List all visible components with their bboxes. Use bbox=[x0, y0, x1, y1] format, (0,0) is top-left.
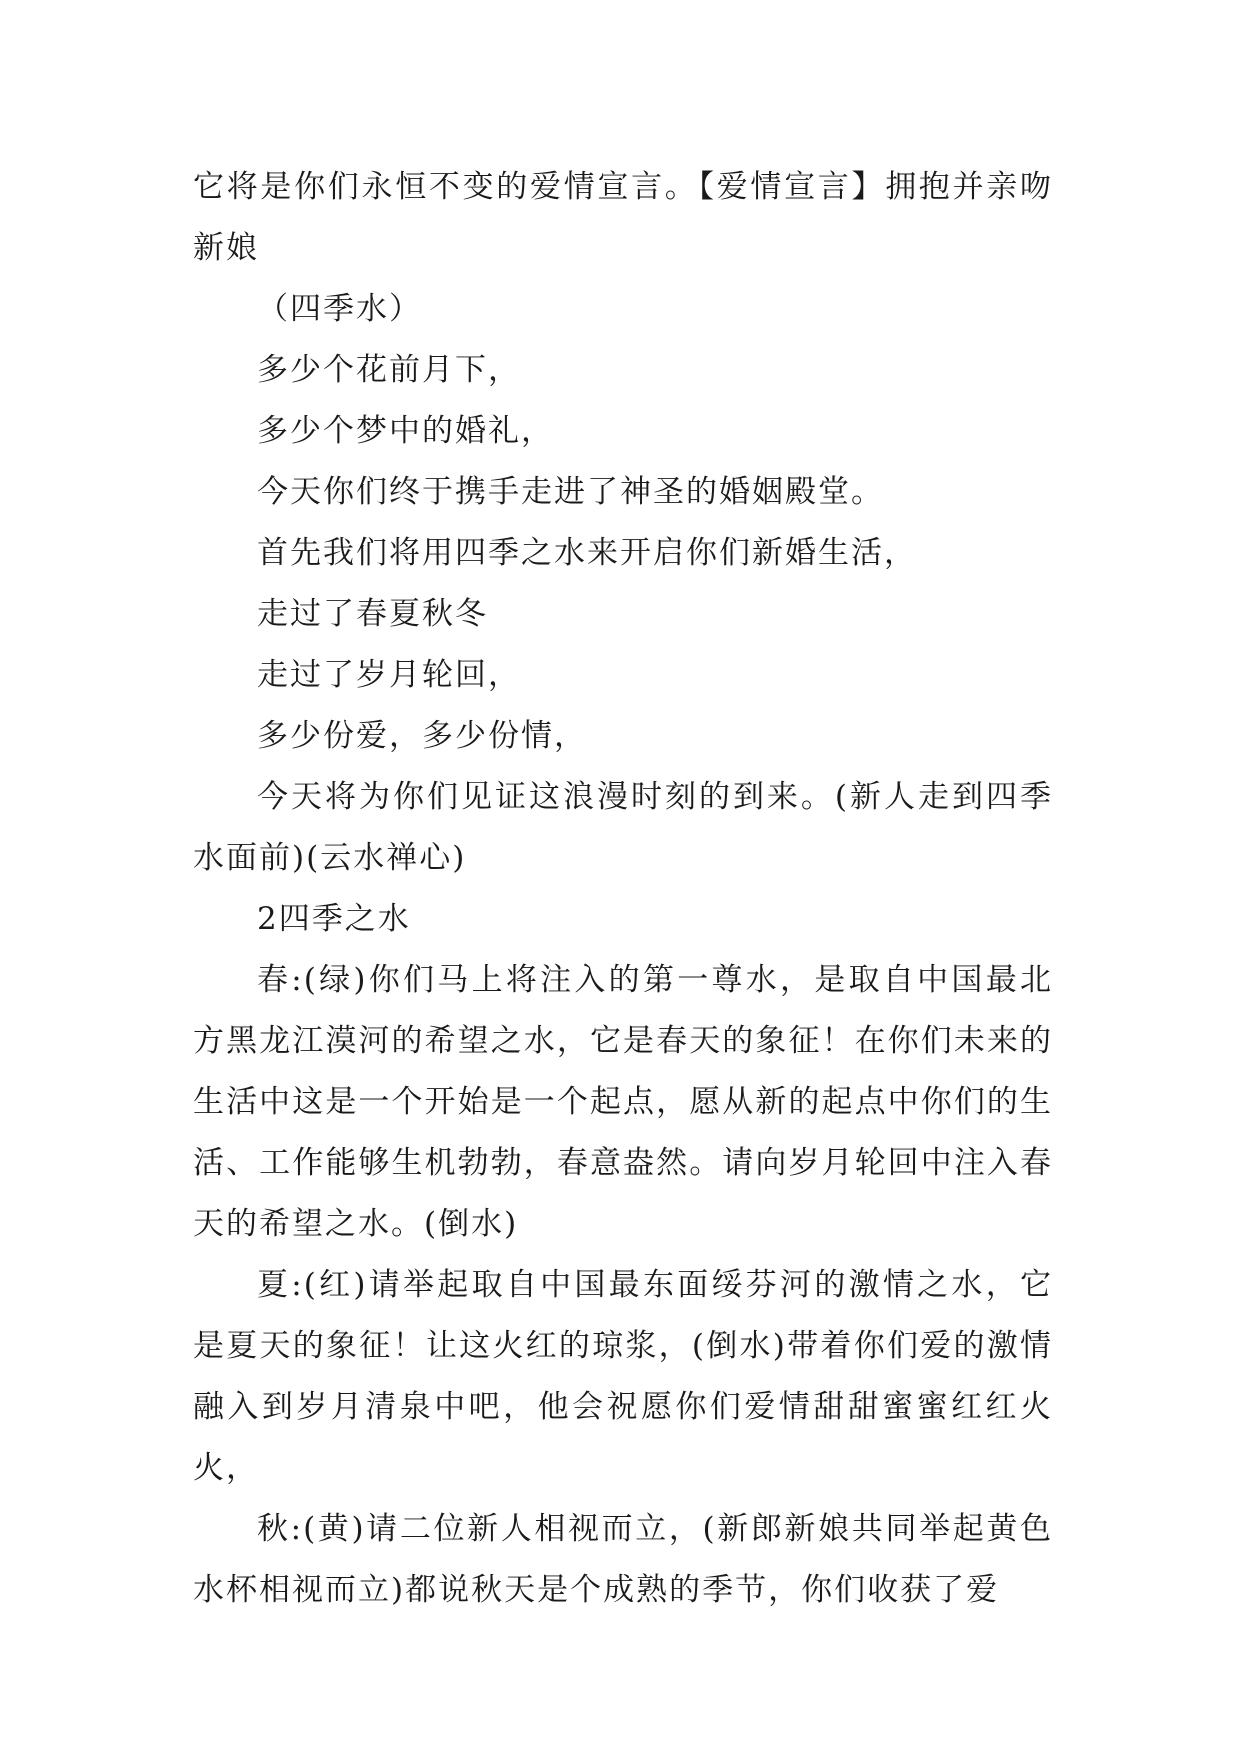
paragraph-section-heading: （四季水） bbox=[257, 291, 422, 327]
document-body bbox=[193, 157, 1053, 1621]
paragraph-continuation: 它将是你们永恒不变的爱情宣言。【爱情宣言】拥抱并亲吻新娘 bbox=[193, 169, 1053, 266]
paragraph-autumn: 秋:(黄)请二位新人相视而立，(新郎新娘共同举起黄色水杯相视而立)都说秋天是个成熟的季节，你们收获了爱 bbox=[193, 1511, 1053, 1608]
paragraph-section-heading: 2四季之水 bbox=[257, 901, 411, 937]
paragraph: 今天将为你们见证这浪漫时刻的到来。(新人走到四季水面前)(云水禅心) bbox=[193, 779, 1053, 876]
paragraph-summer: 夏:(红)请举起取自中国最东面绥芬河的激情之水，它是夏天的象征！让这火红的琼浆，(倒水)带着你们爱的激情融入到岁月清泉中吧，他会祝愿你们爱情甜甜蜜蜜红红火火， bbox=[193, 1267, 1053, 1486]
paragraph: 多少个花前月下， bbox=[257, 352, 521, 388]
paragraph: 多少个梦中的婚礼， bbox=[257, 413, 554, 449]
paragraph-spring: 春:(绿)你们马上将注入的第一尊水，是取自中国最北方黑龙江漠河的希望之水，它是春天的象征！在你们未来的生活中这是一个开始是一个起点，愿从新的起点中你们的生活、工作能够生机勃勃，春意盎然。请向岁月轮回中注入春天的希望之水。(倒水) bbox=[193, 962, 1053, 1242]
paragraph: 多少份爱，多少份情， bbox=[257, 718, 587, 754]
paragraph: 首先我们将用四季之水来开启你们新婚生活， bbox=[257, 535, 917, 571]
paragraph: 今天你们终于携手走进了神圣的婚姻殿堂。 bbox=[257, 474, 884, 510]
paragraph: 走过了岁月轮回， bbox=[257, 657, 521, 693]
paragraph: 走过了春夏秋冬 bbox=[257, 596, 488, 632]
